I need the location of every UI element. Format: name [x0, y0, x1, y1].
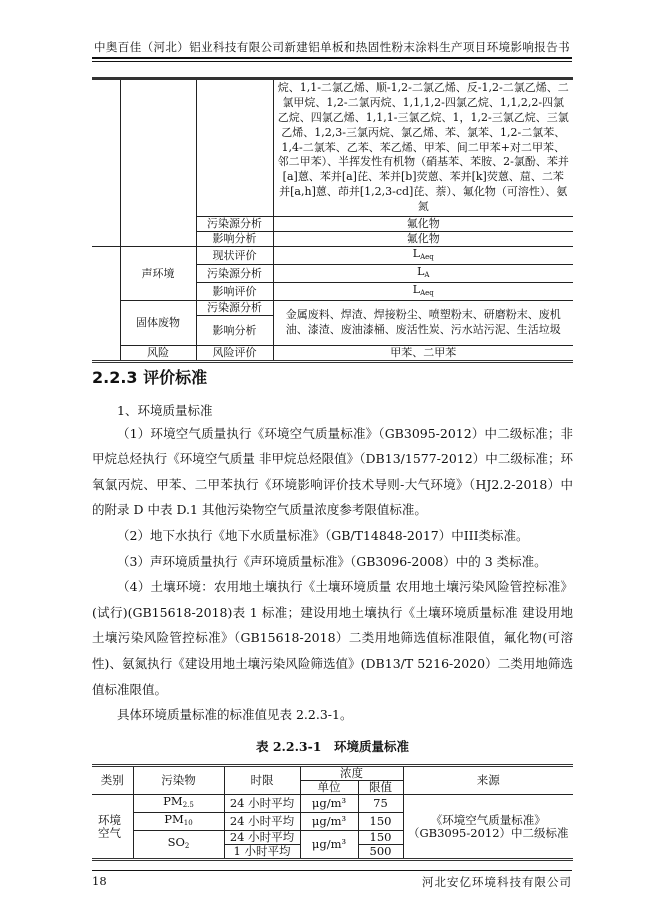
- cell-limit: 500: [358, 845, 403, 860]
- paragraph: （3）声环境质量执行《声环境质量标准》（GB3096-2008）中的 3 类标准。: [117, 553, 547, 569]
- paragraph: 1、环境质量标准: [117, 403, 213, 418]
- cell-period: 24 小时平均: [224, 795, 300, 813]
- paragraph: （4）土壤环境：农用地土壤执行《土壤环境质量 农用地土壤污染风险管控标准》(试行)(GB15618-2018)表 1 标准；建设用地土壤执行《土壤环境质量标准 建设用地土壤污染风险管控标准》（GB15618-2018）二类用地筛选值标准限值，氟化物(可溶性)、氨氮执行《建设用地土壤污染风险筛选值》(DB13/T 5216-2020）二类用地筛选值标准限值。: [92, 579, 573, 697]
- cell-pollutant: $PM_{2.5}$: [133, 795, 224, 813]
- cell-category: 声环境: [120, 247, 196, 301]
- cell-blank: [92, 247, 120, 362]
- cell-item: 风险评价: [196, 346, 273, 362]
- header-rule: [92, 57, 572, 59]
- cell-period: 1 小时平均: [224, 845, 300, 860]
- cell-item: 现状评价: [196, 247, 273, 265]
- cell-item: 污染源分析: [196, 301, 273, 316]
- cell-factor: 甲苯、二甲苯: [273, 346, 573, 362]
- pollutant-list: 烷、1,1-二氯乙烯、顺-1,2-二氯乙烯、反-1,2-二氯乙烯、二氯甲烷、1,2-二氯丙烷、1,1,1,2-四氯乙烷、1,1,2,2-四氯乙烷、四氯乙烯、1,1,1-三氯乙烷、1，1,2-三氯乙烷、三氯乙烯、1,2,3-三氯丙烷、氯乙烯、苯、氯苯、1,2-二氯苯、1,4-二氯苯、乙苯、苯乙烯、甲苯、间二甲苯+对二甲苯、邻二甲苯）、半挥发性有机物（硝基苯、苯胺、2-氯酚、苯并[a]蒽、苯并[a]芘、苯并[b]荧蒽、苯并[k]荧蒽、䓛、二苯并[a,h]蒽、茚并[1,2,3-cd]芘、萘）、氟化物（可溶性）、氨氮: [273, 79, 573, 217]
- cell-limit: 150: [358, 831, 403, 845]
- header-concentration: 浓度: [300, 766, 403, 781]
- cell-factor: 金属废料、焊渣、焊接粉尘、喷塑粉末、研磨粉末、废机油、漆渣、废油漆桶、废活性炭、污水站污泥、生活垃圾: [273, 301, 573, 346]
- cell-factor: $L_A$: [273, 265, 573, 283]
- cell-pollutant: $SO_2$: [133, 831, 224, 860]
- footer-rule: [92, 870, 572, 871]
- footer-company: 河北安亿环境科技有限公司: [422, 875, 572, 889]
- cell-item: 污染源分析: [196, 217, 273, 232]
- page-header: 中奥百佳（河北）铝业科技有限公司新建铝单板和热固性粉末涂料生产项目环境影响报告书: [94, 40, 570, 54]
- cell-blank: [92, 79, 120, 247]
- cell-factor: 氟化物: [273, 232, 573, 247]
- cell-item: 影响评价: [196, 283, 273, 301]
- cell-period: 24 小时平均: [224, 831, 300, 845]
- header-limit: 限值: [358, 781, 403, 795]
- cell-unit: μg/m³: [300, 813, 358, 831]
- paragraph: （1）环境空气质量执行《环境空气质量标准》（GB3095-2012）中二级标准；非甲烷总烃执行《环境空气质量 非甲烷总烃限值》（DB13/1577-2012）中二级标准；环氧氯丙烷、甲苯、二甲苯执行《环境影响评价技术导则-大气环境》（HJ2.2-2018）中的附录 D 中表 D.1 其他污染物空气质量浓度参考限值标准。: [92, 425, 573, 518]
- cell-category: [120, 79, 196, 247]
- cell-category: 固体废物: [120, 301, 196, 346]
- section-body: [92, 398, 573, 728]
- cell-item: 污染源分析: [196, 265, 273, 283]
- cell-factor: $L_{Aeq}$: [273, 247, 573, 265]
- cell-item: 影响分析: [196, 232, 273, 247]
- cell-limit: 150: [358, 813, 403, 831]
- cell-unit: μg/m³: [300, 831, 358, 860]
- cell-pollutant: $PM_{10}$: [133, 813, 224, 831]
- cell-category: 风险: [120, 346, 196, 362]
- cell-factor: 氟化物: [273, 217, 573, 232]
- header-unit: 单位: [300, 781, 358, 795]
- table-caption: 表 2.2.3-1 环境质量标准: [255, 739, 410, 754]
- cell-period: 24 小时平均: [224, 813, 300, 831]
- header-category: 类别: [92, 766, 133, 795]
- cell-source: 《环境空气质量标准》（GB3095-2012）中二级标准: [403, 795, 573, 860]
- header-rule-thin: [92, 61, 572, 62]
- evaluation-factor-table: [92, 77, 573, 363]
- header-source: 来源: [403, 766, 573, 795]
- header-period: 时限: [224, 766, 300, 795]
- cell-category: 环境空气: [92, 795, 133, 860]
- header-pollutant: 污染物: [133, 766, 224, 795]
- paragraph: （2）地下水执行《地下水质量标准》（GB/T14848-2017）中III类标准。: [117, 527, 529, 543]
- section-heading: 2.2.3 评价标准: [92, 368, 208, 387]
- page-number: 18: [92, 874, 107, 888]
- environmental-quality-standard-table: [92, 764, 573, 861]
- cell-limit: 75: [358, 795, 403, 813]
- cell-item: 影响分析: [196, 316, 273, 346]
- cell-unit: μg/m³: [300, 795, 358, 813]
- cell-factor: $L_{Aeq}$: [273, 283, 573, 301]
- paragraph: 具体环境质量标准的标准值见表 2.2.3-1。: [117, 707, 353, 723]
- cell-item: [196, 79, 273, 217]
